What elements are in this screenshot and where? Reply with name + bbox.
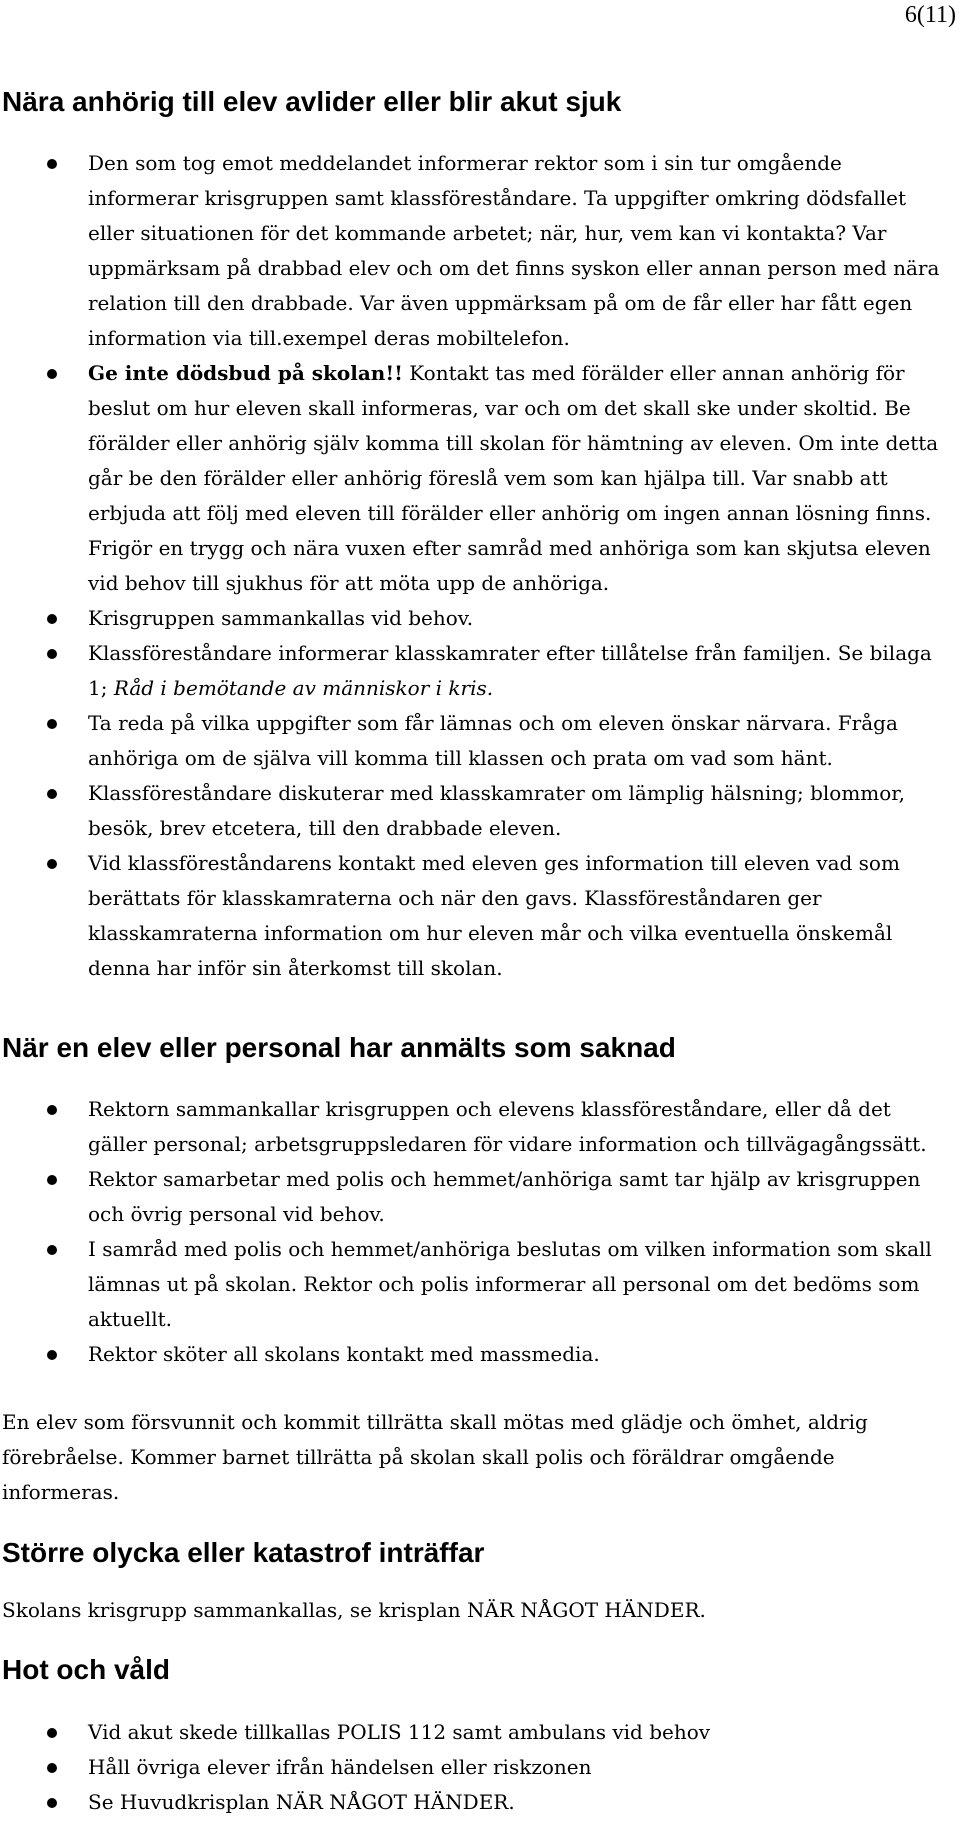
list-item: Ge inte dödsbud på skolan!! Kontakt tas med förälder eller annan anhörig för beslut om hur eleven skall informeras, var och om det skall ske under skoltid. Be förälder eller anhörig själv komma till skolan för hämtning av eleven. Om inte detta går be den förälder eller anhörig föreslå vem som kan hjälpa till. Var snabb att erbjuda att följ med eleven till förälder eller anhörig om ingen annan lösning finns. Frigör en trygg och nära vuxen efter samråd med anhöriga som kan skjutsa eleven vid behov till sjukhus för att möta upp de anhöriga. xyxy=(0,356,960,601)
list-item: Klassföreståndare diskuterar med klasskamrater om lämplig hälsning; blommor, besök, brev etcetera, till den drabbade eleven. xyxy=(0,776,960,846)
body-paragraph: Skolans krisgrupp sammankallas, se krisplan NÄR NÅGOT HÄNDER. xyxy=(2,1598,706,1622)
list-item: Krisgruppen sammankallas vid behov. xyxy=(0,601,960,636)
list-item: Vid akut skede tillkallas POLIS 112 samt ambulans vid behov xyxy=(0,1715,960,1750)
list-item: Den som tog emot meddelandet informerar rektor som i sin tur omgående informerar krisgruppen samt klassföreståndare. Ta uppgifter omkring dödsfallet eller situationen för det kommande arbetet; när, hur, vem kan vi kontakta? Var uppmärksam på drabbad elev och om det finns syskon eller annan person med nära relation till den drabbade. Var även uppmärksam på om de får eller har fått egen information via till.exempel deras mobiltelefon. xyxy=(0,146,960,356)
list-item: Rektorn sammankallar krisgruppen och elevens klassföreståndare, eller då det gäller personal; arbetsgruppsledaren för vidare information och tillvägagångssätt. xyxy=(0,1092,960,1162)
appendix-title: Råd i bemötande av människor i kris. xyxy=(113,676,494,700)
bullet-list xyxy=(0,1715,960,1820)
list-item: Klassföreståndare informerar klasskamrater efter tillåtelse från familjen. Se bilaga 1; Råd i bemötande av människor i kris. xyxy=(0,636,960,706)
section-heading: Nära anhörig till elev avlider eller blir akut sjuk xyxy=(2,86,622,117)
bold-warning: Ge inte dödsbud på skolan!! xyxy=(88,361,403,385)
section-heading: Större olycka eller katastrof inträffar xyxy=(2,1537,485,1568)
list-item: Vid klassföreståndarens kontakt med eleven ges information till eleven vad som berättats för klasskamraterna och när den gavs. Klassföreståndaren ger klasskamraterna information om hur eleven mår och vilka eventuella önskemål denna har inför sin återkomst till skolan. xyxy=(0,846,960,986)
body-paragraph: En elev som försvunnit och kommit tillrätta skall mötas med glädje och ömhet, aldrig förebråelse. Kommer barnet tillrätta på skolan skall polis och föräldrar omgående informeras. xyxy=(2,1410,868,1504)
list-item: Håll övriga elever ifrån händelsen eller riskzonen xyxy=(0,1750,960,1785)
bullet-list xyxy=(0,1092,960,1372)
list-item: Se Huvudkrisplan NÄR NÅGOT HÄNDER. xyxy=(0,1785,960,1820)
bullet-list xyxy=(0,146,960,986)
page-number: 6(11) xyxy=(904,2,956,28)
list-item: Ta reda på vilka uppgifter som får lämnas och om eleven önskar närvara. Fråga anhöriga om de själva vill komma till klassen och prata om vad som hänt. xyxy=(0,706,960,776)
section-heading: Hot och våld xyxy=(2,1654,171,1685)
list-item: I samråd med polis och hemmet/anhöriga beslutas om vilken information som skall lämnas ut på skolan. Rektor och polis informerar all personal om det bedöms som aktuellt. xyxy=(0,1232,960,1337)
section-heading: När en elev eller personal har anmälts som saknad xyxy=(2,1032,676,1063)
list-item: Rektor samarbetar med polis och hemmet/anhöriga samt tar hjälp av krisgruppen och övrig personal vid behov. xyxy=(0,1162,960,1232)
list-item: Rektor sköter all skolans kontakt med massmedia. xyxy=(0,1337,960,1372)
